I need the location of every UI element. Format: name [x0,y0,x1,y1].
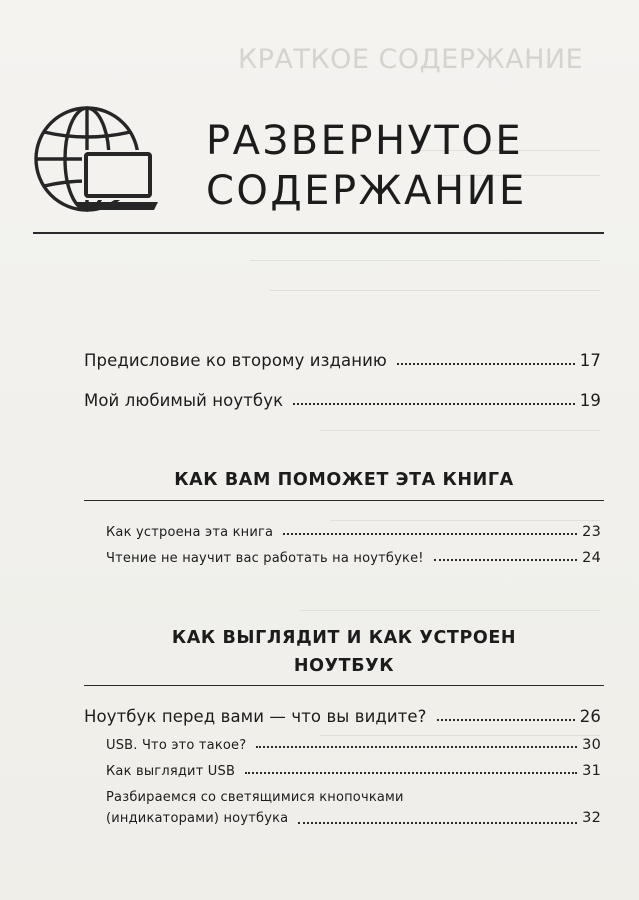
section-divider [84,500,604,501]
section-heading-line-1: КАК ВЫГЛЯДИТ И КАК УСТРОЕН [171,628,517,648]
section-heading: КАК ВАМ ПОМОЖЕТ ЭТА КНИГА [174,470,514,490]
page-title [206,116,527,216]
toc-entry-label: Чтение не научит вас работать на ноутбуке! [106,551,424,566]
toc-entry[interactable] [84,707,601,726]
toc-entry[interactable] [106,788,601,829]
toc-page-number: 26 [579,707,601,726]
title-line-2: СОДЕРЖАНИЕ [206,168,527,214]
show-through-line [270,290,600,291]
toc-entry-label: Мой любимый ноутбук [84,391,284,410]
toc-entry[interactable] [84,351,601,370]
toc-page-number: 24 [582,550,601,566]
toc-entry-label: Предисловие ко второму изданию [84,351,387,370]
section-heading-line-2: НОУТБУК [293,656,395,676]
toc-entry[interactable] [84,391,601,410]
dot-leader [293,402,575,405]
dot-leader [298,821,577,824]
toc-entry-label-line-2: (индикаторами) ноутбука [106,811,289,826]
show-through-line [250,260,600,261]
show-through-title: КРАТКОЕ СОДЕРЖАНИЕ [238,44,584,75]
dot-leader [437,718,575,721]
toc-entry[interactable] [106,763,601,779]
toc-entry[interactable] [106,550,601,566]
section-divider [84,685,604,686]
show-through-line [330,520,600,521]
toc-entry-label: Как устроена эта книга [106,525,274,540]
dot-leader [283,532,577,535]
toc-entry-label-line-1: Разбираемся со светящимися кнопочками [106,790,404,805]
toc-page-number: 19 [579,391,601,410]
toc-page-number: 31 [582,763,601,779]
toc-entry-label: Как выглядит USB [106,764,236,779]
show-through-line [320,735,600,736]
dot-leader [245,771,577,774]
toc-entry-label: Ноутбук перед вами — что вы видите? [84,707,427,726]
toc-page-number: 32 [582,810,601,826]
toc-page-number: 30 [582,737,601,753]
toc-entry-label: USB. Что это такое? [106,738,247,753]
globe-laptop-icon [30,102,162,216]
dot-leader [434,558,577,561]
show-through-line [300,610,600,611]
section-heading [84,624,604,680]
toc-page-number: 17 [579,351,601,370]
toc-entry[interactable] [106,524,601,540]
dot-leader [256,745,577,748]
dot-leader [397,362,575,365]
toc-entry[interactable] [106,737,601,753]
title-line-1: РАЗВЕРНУТОЕ [206,118,524,164]
show-through-line [320,430,600,431]
header-divider [33,232,604,234]
toc-page-number: 23 [582,524,601,540]
